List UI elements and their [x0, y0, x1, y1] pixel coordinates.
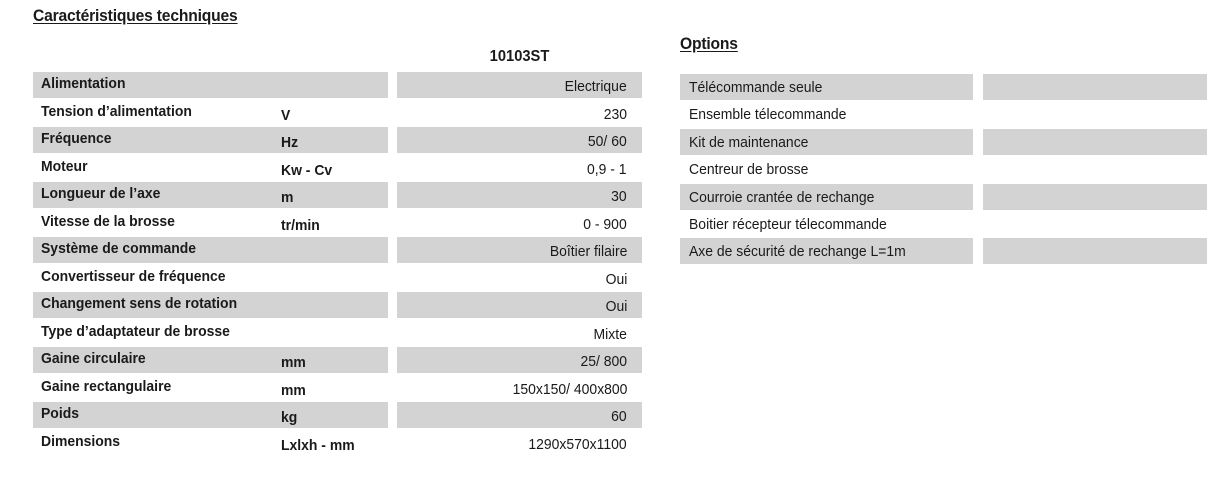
spec-value: 0 - 900 [583, 215, 627, 233]
spec-value: Oui [605, 270, 627, 288]
spec-value-cell [397, 430, 642, 456]
spec-row [33, 375, 643, 403]
option-label-cell [680, 101, 973, 127]
spec-unit: Hz [281, 134, 299, 151]
model-header: 10103ST [489, 48, 550, 65]
option-value-cell [983, 184, 1207, 210]
option-label-cell [680, 156, 973, 182]
spec-value: Electrique [564, 78, 627, 95]
option-label: Ensemble télecommande [689, 106, 847, 124]
spec-row [33, 347, 643, 375]
spec-table [33, 72, 643, 457]
spec-label-cell [33, 292, 388, 318]
option-label-cell [680, 211, 973, 237]
spec-unit: mm [281, 381, 306, 399]
spec-value: 60 [611, 408, 627, 425]
option-row [680, 238, 1207, 265]
spec-row [33, 127, 643, 155]
spec-row [33, 430, 643, 458]
spec-row [33, 72, 643, 100]
option-label-cell [680, 74, 973, 100]
spec-value-cell [397, 320, 642, 346]
option-label-cell [680, 129, 973, 155]
spec-label: Tension d’alimentation [41, 102, 192, 120]
option-row [680, 156, 1207, 183]
spec-value-cell [397, 402, 642, 428]
spec-value-cell [397, 100, 642, 126]
spec-row [33, 210, 643, 238]
spec-label: Fréquence [41, 130, 112, 147]
option-label: Télécommande seule [689, 79, 823, 96]
spec-row [33, 237, 643, 265]
option-row [680, 129, 1207, 156]
spec-value: 0,9 - 1 [587, 160, 627, 178]
spec-value-cell [397, 265, 642, 291]
spec-label: Moteur [41, 157, 88, 175]
option-value-cell [983, 74, 1207, 100]
spec-row [33, 402, 643, 430]
spec-value: Boîtier filaire [549, 243, 627, 260]
option-row [680, 211, 1207, 238]
spec-value-cell [397, 127, 642, 153]
spec-value: 50/ 60 [588, 133, 627, 150]
option-row [680, 101, 1207, 128]
spec-value: 25/ 800 [580, 353, 627, 370]
spec-value-cell [397, 237, 642, 263]
option-value-cell [983, 101, 1207, 127]
spec-label: Gaine rectangulaire [41, 377, 172, 395]
option-label-cell [680, 184, 973, 210]
spec-value-cell [397, 375, 642, 401]
spec-label-cell [33, 155, 388, 181]
spec-value-cell [397, 155, 642, 181]
option-label-cell [680, 238, 973, 264]
spec-row [33, 155, 643, 183]
spec-label-cell [33, 210, 388, 236]
spec-row [33, 320, 643, 348]
spec-label-cell [33, 347, 388, 373]
spec-unit: kg [281, 409, 298, 426]
options-table [680, 74, 1207, 266]
option-label: Boitier récepteur télecommande [689, 215, 887, 233]
spec-label: Type d’adaptateur de brosse [41, 322, 230, 340]
spec-label-cell [33, 320, 388, 346]
spec-label-cell [33, 402, 388, 428]
spec-label-cell [33, 375, 388, 401]
spec-value-cell [397, 72, 642, 98]
spec-label: Changement sens de rotation [41, 295, 238, 312]
spec-unit: Lxlxh - mm [281, 436, 355, 454]
spec-label-cell [33, 430, 388, 456]
option-row [680, 74, 1207, 101]
spec-value-cell [397, 182, 642, 208]
spec-label: Gaine circulaire [41, 350, 146, 367]
option-row [680, 184, 1207, 211]
spec-unit: Kw - Cv [281, 161, 333, 179]
option-label: Axe de sécurité de rechange L=1m [689, 243, 906, 261]
option-value-cell [983, 211, 1207, 237]
spec-label: Convertisseur de fréquence [41, 267, 226, 285]
spec-label-cell [33, 265, 388, 291]
spec-value: 1290x570x1100 [528, 435, 627, 453]
option-value-cell [983, 156, 1207, 182]
spec-unit: V [281, 106, 291, 124]
spec-value: 150x150/ 400x800 [512, 380, 627, 398]
spec-value-cell [397, 210, 642, 236]
spec-label-cell [33, 100, 388, 126]
spec-unit: tr/min [281, 216, 320, 234]
spec-label: Poids [41, 405, 79, 422]
option-label: Kit de maintenance [689, 133, 809, 151]
option-value-cell [983, 238, 1207, 264]
spec-unit: m [281, 189, 294, 206]
spec-row [33, 265, 643, 293]
spec-label-cell [33, 182, 388, 208]
spec-label: Alimentation [41, 75, 126, 92]
spec-label-cell [33, 72, 388, 98]
spec-label-cell [33, 127, 388, 153]
spec-value-cell [397, 347, 642, 373]
spec-value: 30 [611, 188, 627, 205]
spec-row [33, 100, 643, 128]
spec-row [33, 182, 643, 210]
spec-value: Mixte [593, 325, 627, 343]
spec-label-cell [33, 237, 388, 263]
spec-label: Dimensions [41, 432, 121, 450]
spec-title: Caractéristiques techniques [33, 6, 238, 25]
spec-label: Vitesse de la brosse [41, 212, 175, 230]
spec-value-cell [397, 292, 642, 318]
options-title: Options [680, 34, 738, 53]
spec-value: Oui [605, 298, 627, 315]
option-label: Centreur de brosse [689, 161, 809, 179]
spec-label: Système de commande [41, 240, 197, 257]
spec-unit: mm [281, 354, 306, 371]
spec-label: Longueur de l’axe [41, 185, 161, 202]
spec-row [33, 292, 643, 320]
option-label: Courroie crantée de rechange [689, 188, 875, 206]
spec-value: 230 [603, 105, 627, 123]
option-value-cell [983, 129, 1207, 155]
